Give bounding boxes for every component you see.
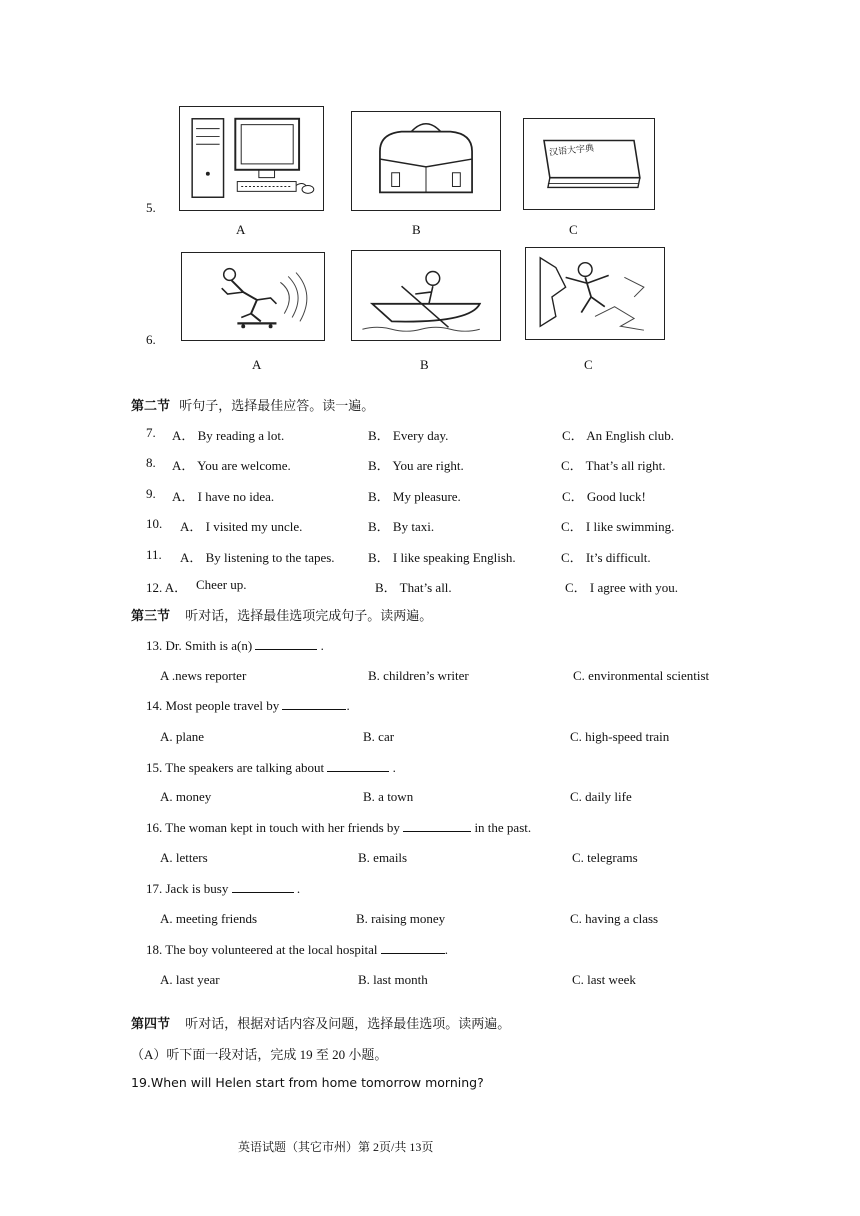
q11-number: 11. — [146, 547, 162, 562]
q17-option-c: C. having a class — [570, 911, 659, 926]
q17-stem-end: . — [293, 881, 301, 896]
q15-stem — [146, 760, 396, 776]
q16-option-b: B. emails — [358, 850, 408, 865]
q13-option-a: A .news reporter — [160, 668, 247, 683]
q6-number: 6. — [146, 332, 156, 347]
q13-option-b: B. children’s writer — [368, 668, 469, 683]
boating-image — [351, 250, 501, 341]
dictionary-title: 汉语大字典 — [548, 143, 595, 159]
q11-option-c: C． It’s difficult. — [561, 550, 651, 565]
section3-title: 第三节 — [131, 608, 171, 623]
q6-label-b: B — [420, 357, 429, 372]
q10-option-b: B． By taxi. — [368, 519, 435, 534]
q6-label-a: A — [252, 357, 262, 372]
q15-option-c: C. daily life — [570, 789, 632, 804]
q14-option-c: C. high-speed train — [570, 729, 670, 744]
q10-number: 10. — [146, 516, 163, 531]
q14-stem-end: . — [346, 698, 350, 713]
rock-climbing-image — [525, 247, 665, 340]
q11-option-a: A． By listening to the tapes. — [180, 550, 335, 565]
q18-option-c: C. last week — [572, 972, 636, 987]
q15-stem-end: . — [389, 760, 396, 775]
q13-option-c: C. environmental scientist — [573, 668, 710, 683]
q14-option-b: B. car — [363, 729, 395, 744]
q8-number: 8. — [146, 455, 156, 470]
q16-option-a: A. letters — [160, 850, 208, 865]
section4-title: 第四节 — [131, 1016, 171, 1031]
q8-option-a: A． You are welcome. — [172, 458, 291, 473]
q16-option-c: C. telegrams — [572, 850, 638, 865]
q5-label-b: B — [412, 222, 421, 237]
q12-number: 12. A． — [146, 580, 188, 595]
computer-image — [179, 106, 324, 211]
q16-stem — [146, 820, 531, 836]
q18-option-a: A. last year — [160, 972, 220, 987]
q15-blank — [327, 760, 389, 772]
q5-number: 5. — [146, 200, 156, 215]
q7-number: 7. — [146, 425, 156, 440]
q15-option-a: A. money — [160, 789, 212, 804]
q5-label-a: A — [236, 222, 246, 237]
q9-option-c: C． Good luck! — [562, 489, 646, 504]
section2-instruction: 听句子，选择最佳应答。读一遍。 — [179, 398, 375, 413]
q18-blank — [381, 942, 445, 954]
q6-label-c: C — [584, 357, 593, 372]
q5-label-c: C — [569, 222, 578, 237]
q13-stem-text: 13. Dr. Smith is a(n) — [146, 638, 256, 653]
q9-option-a: A． I have no idea. — [172, 489, 275, 504]
q12-option-a: Cheer up. — [196, 577, 247, 592]
q17-stem-text: 17. Jack is busy — [146, 881, 232, 896]
q7-option-c: C． An English club. — [562, 428, 674, 443]
q7-option-a: A． By reading a lot. — [172, 428, 285, 443]
page-footer: 英语试题（其它市州）第 2页/共 13页 — [238, 1140, 434, 1154]
q15-option-b: B. a town — [363, 789, 414, 804]
q11-option-b: B． I like speaking English. — [368, 550, 516, 565]
q17-blank — [232, 881, 294, 893]
skateboarder-image — [181, 252, 325, 341]
q13-blank — [255, 638, 317, 650]
q15-stem-text: 15. The speakers are talking about — [146, 760, 328, 775]
q17-option-a: A. meeting friends — [160, 911, 258, 926]
q18-option-b: B. last month — [358, 972, 428, 987]
section4-sub-instruction: （A）听下面一段对话，完成 19 至 20 小题。 — [131, 1047, 388, 1062]
q18-stem-text: 18. The boy volunteered at the local hospital — [146, 942, 381, 957]
q14-option-a: A. plane — [160, 729, 205, 744]
q16-stem-end: in the past. — [471, 820, 532, 835]
q19-stem: 19.When will Helen start from home tomorrow morning? — [131, 1075, 484, 1090]
q14-blank — [282, 698, 346, 710]
backpack-image — [351, 111, 501, 211]
q17-stem — [146, 881, 300, 897]
q18-stem-end: . — [444, 942, 449, 957]
q13-stem — [146, 638, 324, 654]
q12-option-c: C． I agree with you. — [565, 580, 679, 595]
q16-blank — [403, 820, 471, 832]
section2-heading — [131, 395, 374, 414]
q12-option-b: B． That’s all. — [375, 580, 452, 595]
dictionary-image — [523, 118, 655, 210]
q7-option-b: B． Every day. — [368, 428, 449, 443]
q8-option-c: C． That’s all right. — [561, 458, 666, 473]
q14-stem — [146, 698, 350, 714]
q18-stem — [146, 942, 448, 958]
section4-heading — [131, 1013, 510, 1032]
section4-instruction: 听对话，根据对话内容及问题，选择最佳选项。读两遍。 — [185, 1016, 511, 1031]
q9-number: 9. — [146, 486, 156, 501]
q17-option-b: B. raising money — [356, 911, 446, 926]
section3-instruction: 听对话，选择最佳选项完成句子。读两遍。 — [185, 608, 433, 623]
q8-option-b: B． You are right. — [368, 458, 464, 473]
section2-title: 第二节 — [131, 398, 171, 413]
q13-stem-end: . — [317, 638, 324, 653]
section3-heading — [131, 605, 432, 624]
q14-stem-text: 14. Most people travel by — [146, 698, 283, 713]
q16-stem-text: 16. The woman kept in touch with her friends by — [146, 820, 404, 835]
q10-option-c: C． I like swimming. — [561, 519, 675, 534]
q9-option-b: B． My pleasure. — [368, 489, 461, 504]
q10-option-a: A． I visited my uncle. — [180, 519, 303, 534]
